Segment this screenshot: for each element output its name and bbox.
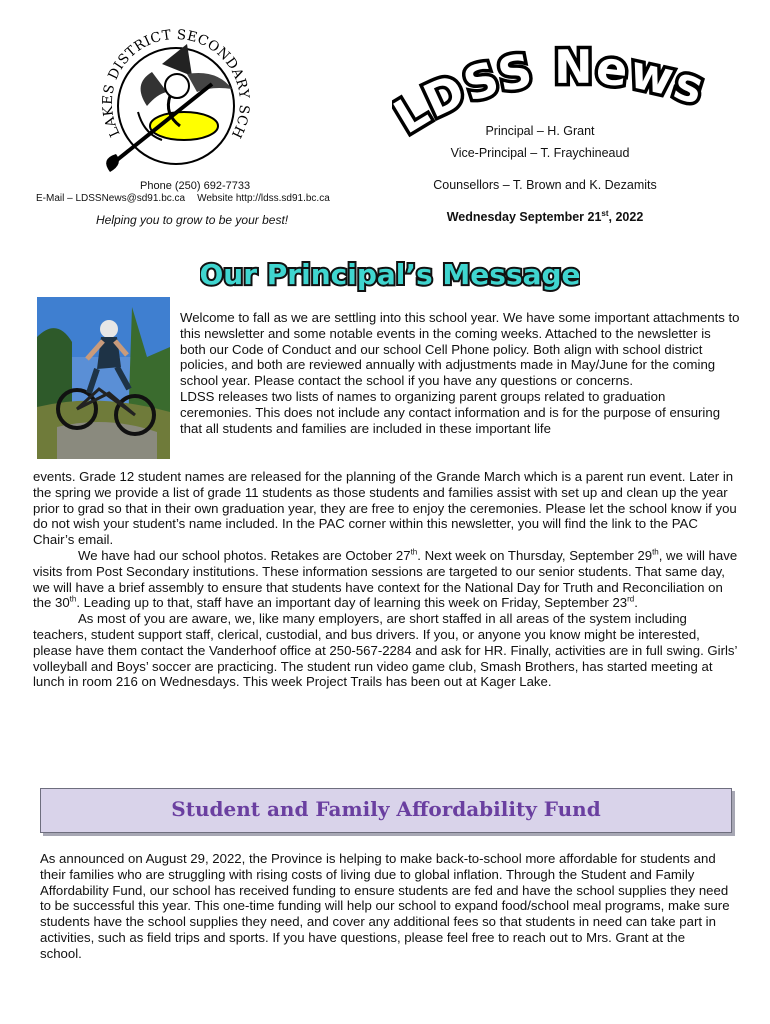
date-text: Wednesday September 21 <box>446 210 602 224</box>
school-logo <box>92 14 252 184</box>
newsletter-title-text: DSS News <box>415 40 713 129</box>
principal-paragraph-2-start: LDSS releases two lists of names to organizing parent groups related to graduation ceremonies. This does not include any contact information and is for the purpose of ensuring that all students and families are included in these important life <box>180 388 721 436</box>
principal-paragraph-4: As most of you are aware, we, like many employers, are short staffed in all areas of the system including teachers, student support staff, clerical, custodial, and bus drivers. If you, or anyone you know might be interested, please have them contact the Vanderhoof office at 250-567-2284 and ask for HR. Finally, activities are in full swing. Girls’ volleyball and Boys’ soccer are practicing. The student run video game club, Smash Brothers, has started meeting at lunch in room 216 on Wednesdays. This week Project Trails has been out at Kager Lake. <box>33 611 737 690</box>
principal-paragraph-3: We have had our school photos. Retakes are October 27th. Next week on Thursday, September 29th, we will have visits from Post Secondary institutions. These information sessions are targeted to our senior students. That same day, we will have a brief assembly to ensure that students have context for the National Day for Truth and Reconciliation on the 30th. Leading up to that, staff have an important day of learning this week on Friday, September 23rd. <box>33 547 738 611</box>
phone-number: Phone (250) 692-7733 <box>140 180 251 192</box>
date-suffix-sup: st <box>601 208 609 218</box>
contact-line <box>36 193 342 204</box>
vice-principal-line: Vice-Principal – T. Fraychineaud <box>450 146 630 160</box>
principal-line: Principal – H. Grant <box>485 124 595 138</box>
principal-message-full-text <box>33 469 738 690</box>
date-year: , 2022 <box>608 210 644 224</box>
school-motto: Helping you to grow to be your best! <box>96 213 289 227</box>
principal-paragraph-1: Welcome to fall as we are settling into this school year. We have some important attachments to this newsletter and some notable events in the coming weeks. Attached to the newsletter is both our Code of Conduct and our school Cell Phone policy. Both align with school district policies, and both are reviewed annually with adjustments made in May/June for the coming school year. Please contact the school if you have any questions or concerns. <box>180 310 740 389</box>
mountain-biker-photo <box>37 297 170 459</box>
website-link[interactable]: Website http://ldss.sd91.bc.ca <box>197 193 330 204</box>
affordability-fund-banner <box>40 788 732 833</box>
principal-message-heading <box>200 253 580 293</box>
affordability-fund-text: As announced on August 29, 2022, the Province is helping to make back-to-school more affordable for students and their families who are struggling with rising costs of living due to global inflation. Through the Student and Family Affordability Fund, our school has received funding to ensure students are fed and have the school supplies they need to be successful this year. This one-time funding will help our school to expand food/school meal programs, make sure students have the school supplies they need, and cover any additional fees so that students in need can take part in activities, such as field trips and sports. If you have questions, please feel free to reach out to Mrs. Grant at the school. <box>40 851 730 961</box>
affordability-fund-heading: Student and Family Affordability Fund <box>171 797 601 821</box>
issue-date <box>400 210 690 224</box>
principal-message-wrapped-text <box>180 310 740 436</box>
logo-ring-text: LAKES DISTRICT SECONDARY SCH <box>99 26 252 141</box>
counsellors-line: Counsellors – T. Brown and K. Dezamits <box>433 178 657 192</box>
email-address[interactable]: E-Mail – LDSSNews@sd91.bc.ca <box>36 193 186 204</box>
principal-paragraph-2-end: events. Grade 12 student names are released for the planning of the Grande March which is a parent run event. Later in the spring we provide a list of grade 11 students as those students and families assist with set up and clean up the year prior to grad so that in their own graduation year, they are free to enjoy the ceremonies. Please let the school know if you do not wish your student’s name included. In the PAC corner within this newsletter, you will find the link to the PAC Chair’s email. <box>33 469 737 548</box>
principal-message-heading-text: Our Principal’s Message <box>200 258 580 291</box>
